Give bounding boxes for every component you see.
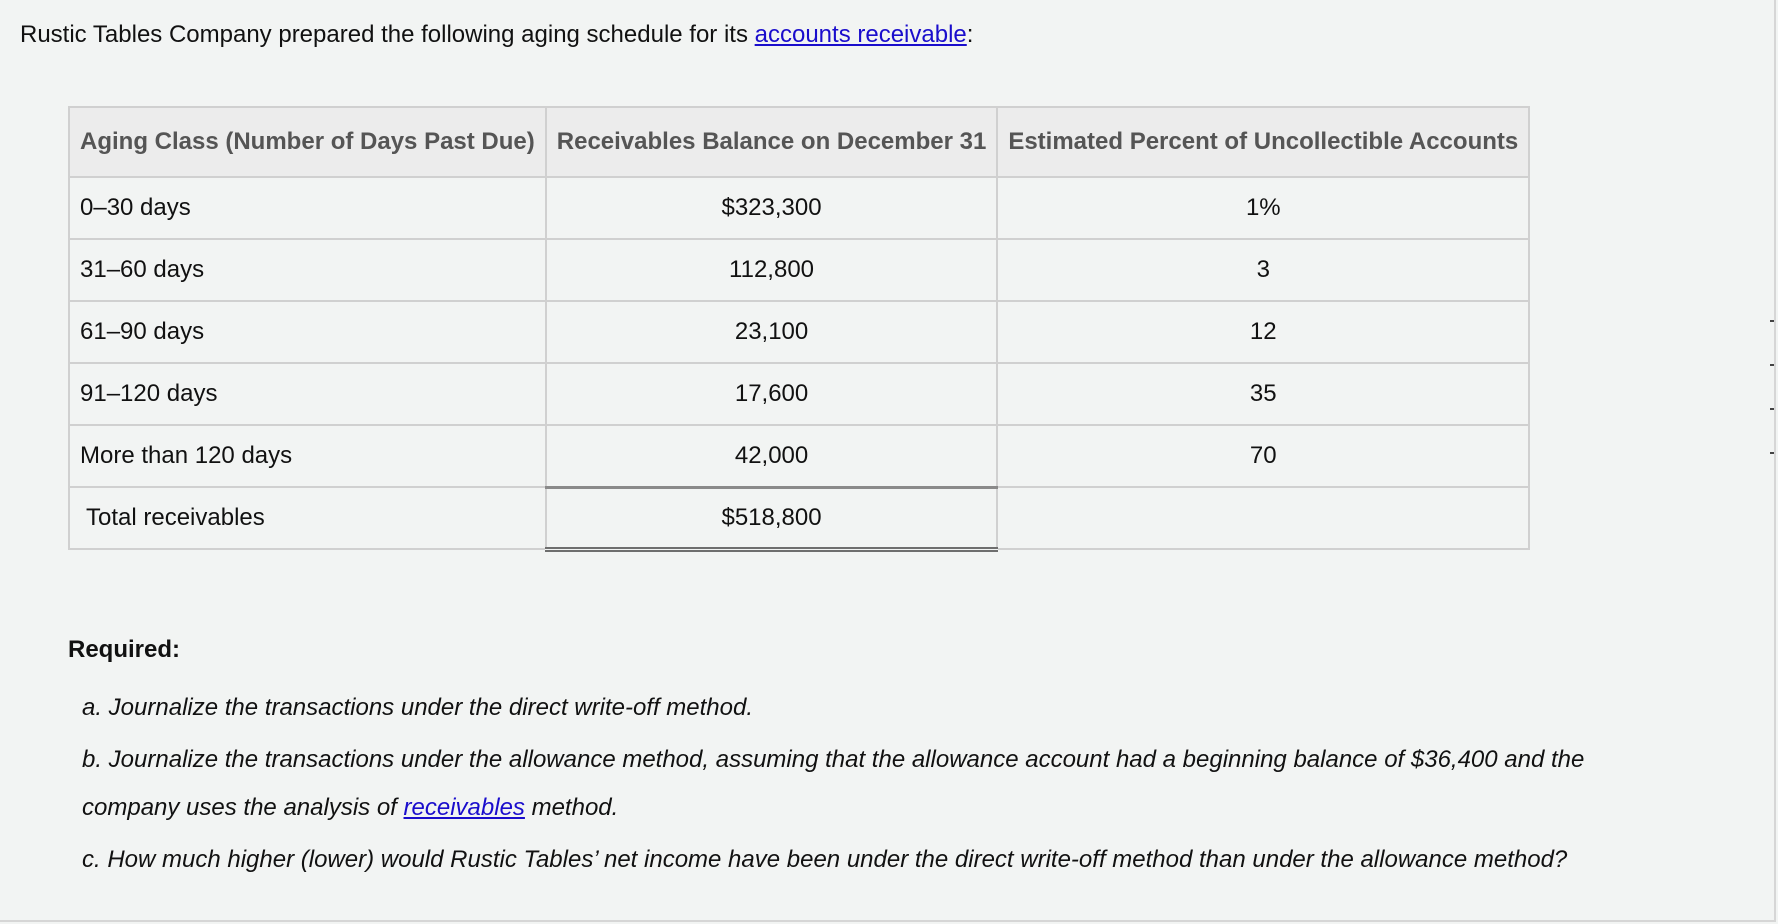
- required-item-a: a. Journalize the transactions under the direct write-off method.: [82, 694, 754, 721]
- edge-mark: [1770, 408, 1774, 410]
- balance-cell: 112,800: [546, 239, 998, 301]
- required-item-b-text: b. Journalize the transactions under the allowance method, assuming that the allowance account had a beginning balance of $36,400 and the company uses the analysis of: [82, 746, 1585, 821]
- aging-class-cell: 91–120 days: [69, 363, 546, 425]
- aging-schedule-table: [68, 106, 1530, 552]
- aging-class-cell: More than 120 days: [69, 425, 546, 487]
- balance-cell: 42,000: [546, 425, 998, 487]
- table-row: [69, 177, 1529, 239]
- percent-cell: 70: [997, 425, 1529, 487]
- right-edge-marks: [1770, 320, 1774, 640]
- edge-mark: [1770, 320, 1774, 322]
- total-percent-cell: [997, 487, 1529, 549]
- receivables-link[interactable]: receivables: [403, 794, 525, 821]
- balance-cell: 23,100: [546, 301, 998, 363]
- required-item-b-end: method.: [524, 794, 619, 821]
- edge-mark: [1770, 452, 1774, 454]
- header-aging-class: Aging Class (Number of Days Past Due): [69, 107, 546, 177]
- percent-cell: 12: [997, 301, 1529, 363]
- intro-paragraph: [20, 20, 973, 50]
- required-item-b: [82, 736, 1682, 832]
- header-estimated-percent: Estimated Percent of Uncollectible Accounts: [997, 107, 1529, 177]
- total-row: [69, 487, 1529, 549]
- accounts-receivable-link[interactable]: accounts receivable: [754, 21, 967, 48]
- total-balance-cell: $518,800: [546, 487, 998, 549]
- table-header-row: [69, 107, 1529, 177]
- table-row: [69, 363, 1529, 425]
- balance-cell: $323,300: [546, 177, 998, 239]
- intro-text: Rustic Tables Company prepared the following aging schedule for its: [20, 21, 755, 48]
- table-row: [69, 425, 1529, 487]
- percent-cell: 1%: [997, 177, 1529, 239]
- aging-class-cell: 31–60 days: [69, 239, 546, 301]
- required-item-c: c. How much higher (lower) would Rustic Tables’ net income have been under the direct write-off method than under the allowance method?: [82, 846, 1568, 873]
- header-receivables-balance: Receivables Balance on December 31: [546, 107, 998, 177]
- table-row: [69, 301, 1529, 363]
- aging-class-cell: 61–90 days: [69, 301, 546, 363]
- balance-cell: 17,600: [546, 363, 998, 425]
- percent-cell: 3: [997, 239, 1529, 301]
- edge-mark: [1770, 364, 1774, 366]
- required-heading: Required:: [68, 636, 181, 663]
- total-label-cell: Total receivables: [69, 487, 546, 549]
- percent-cell: 35: [997, 363, 1529, 425]
- aging-class-cell: 0–30 days: [69, 177, 546, 239]
- required-list: [82, 684, 1682, 888]
- table-row: [69, 239, 1529, 301]
- intro-colon: :: [966, 21, 974, 48]
